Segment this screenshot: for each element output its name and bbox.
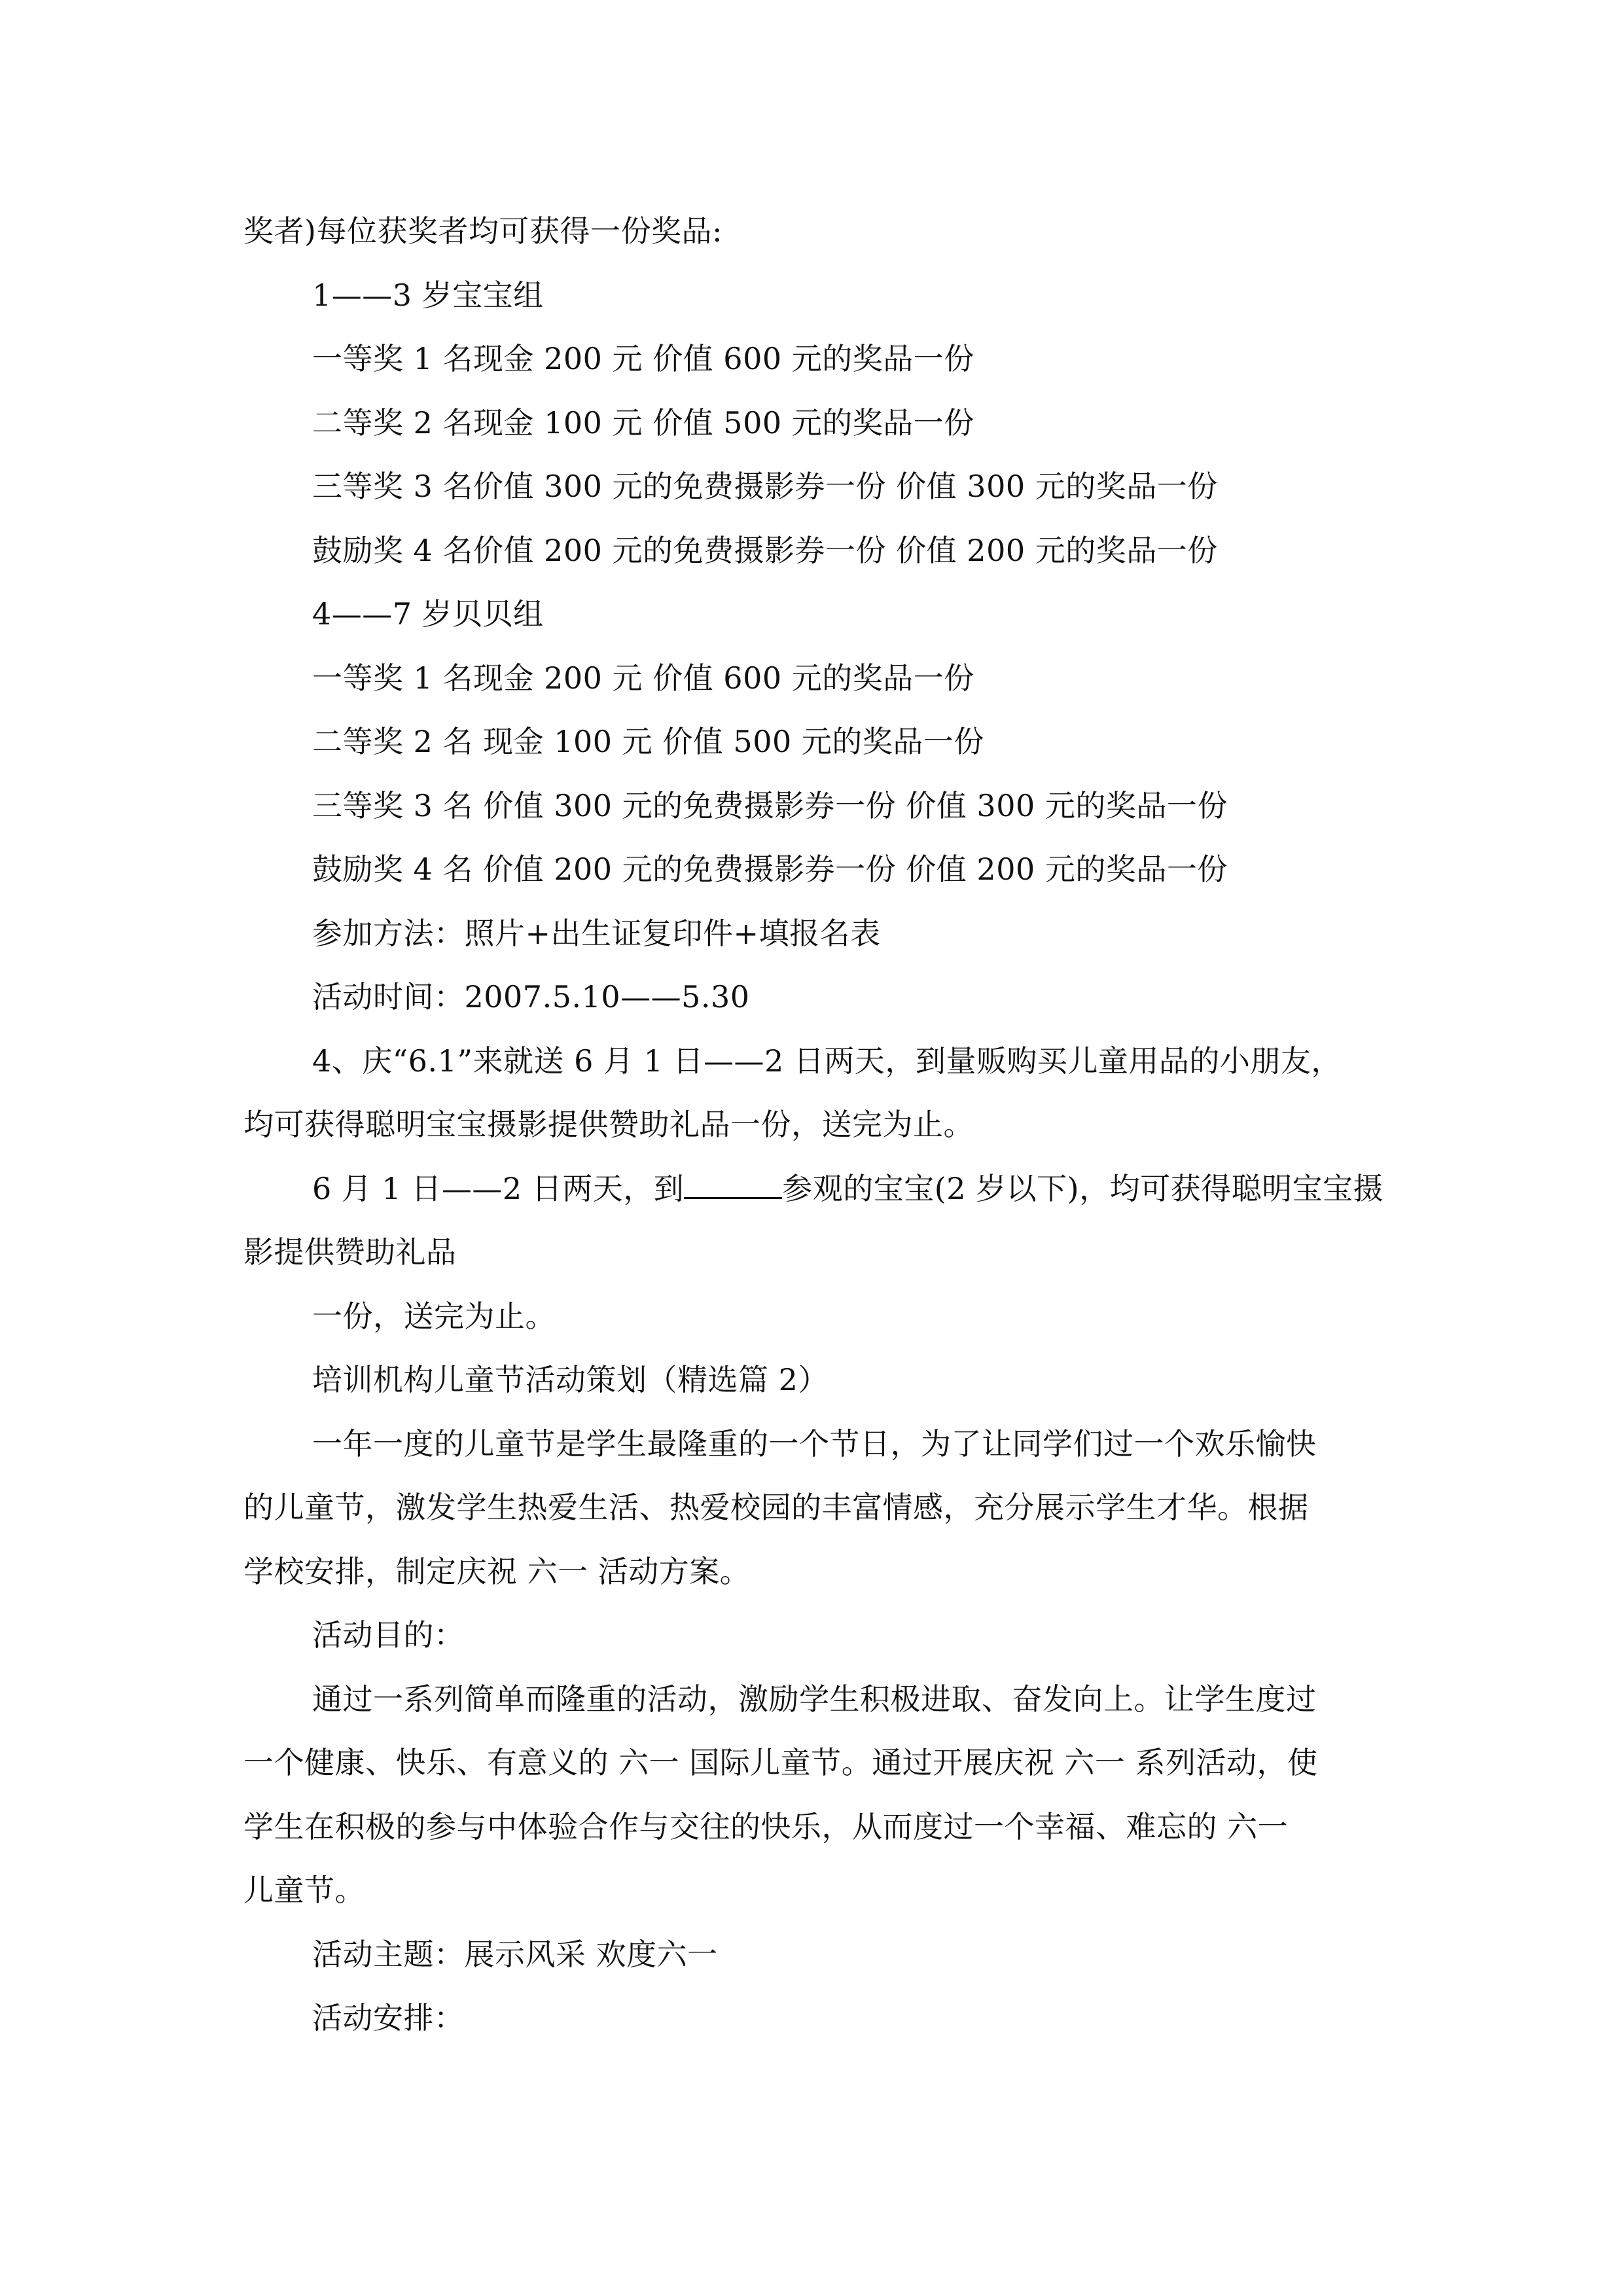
text-line-20: 一年一度的儿童节是学生最隆重的一个节日，为了让同学们过一个欢乐愉快 <box>312 1426 1317 1462</box>
text-line-11: 鼓励奖 4 名 价值 200 元的免费摄影券一份 价值 200 元的奖品一份 <box>312 852 1228 887</box>
text-line-16-after: 参观的宝宝(2 岁以下)，均可获得聪明宝宝摄 <box>782 1170 1384 1206</box>
text-line-10: 三等奖 3 名 价值 300 元的免费摄影券一份 价值 300 元的奖品一份 <box>312 787 1228 823</box>
text-line-15: 均可获得聪明宝宝摄影提供赞助礼品一份，送完为止。 <box>243 1107 974 1142</box>
text-line-16 <box>243 1157 1384 1221</box>
text-line-1: 奖者)每位获奖者均可获得一份奖品: <box>243 213 722 249</box>
text-line-4: 二等奖 2 名现金 100 元 价值 500 元的奖品一份 <box>312 404 974 440</box>
text-line-23: 活动目的： <box>312 1617 465 1653</box>
text-line-12: 参加方法：照片+出生证复印件+填报名表 <box>312 915 881 951</box>
text-line-17: 影提供赞助礼品 <box>243 1234 457 1270</box>
document-body <box>243 200 1384 2051</box>
text-line-22: 学校安排，制定庆祝 六一 活动方案。 <box>243 1553 751 1589</box>
text-line-2: 1——3 岁宝宝组 <box>312 277 544 313</box>
text-line-26: 学生在积极的参与中体验合作与交往的快乐，从而度过一个幸福、难忘的 六一 <box>243 1808 1289 1844</box>
text-line-13: 活动时间：2007.5.10——5.30 <box>312 979 750 1014</box>
text-line-21: 的儿童节，激发学生热爱生活、热爱校园的丰富情感，充分展示学生才华。根据 <box>243 1490 1309 1525</box>
text-line-28: 活动主题：展示风采 欢度六一 <box>312 1936 718 1972</box>
text-line-25: 一个健康、快乐、有意义的 六一 国际儿童节。通过开展庆祝 六一 系列活动，使 <box>243 1745 1318 1780</box>
text-line-9: 二等奖 2 名 现金 100 元 价值 500 元的奖品一份 <box>312 724 984 759</box>
text-line-8: 一等奖 1 名现金 200 元 价值 600 元的奖品一份 <box>312 660 974 696</box>
text-line-24: 通过一系列简单而隆重的活动，激励学生积极进取、奋发向上。让学生度过 <box>312 1681 1317 1717</box>
text-line-14: 4、庆“6.1”来就送 6 月 1 日——2 日两天，到量贩购买儿童用品的小朋友， <box>312 1043 1342 1079</box>
text-line-18: 一份，送完为止。 <box>312 1298 556 1334</box>
text-line-29: 活动安排： <box>312 2000 465 2036</box>
text-line-6: 鼓励奖 4 名价值 200 元的免费摄影券一份 价值 200 元的奖品一份 <box>312 532 1218 568</box>
text-line-27: 儿童节。 <box>243 1873 365 1908</box>
text-line-7: 4——7 岁贝贝组 <box>312 596 544 632</box>
text-line-5: 三等奖 3 名价值 300 元的免费摄影券一份 价值 300 元的奖品一份 <box>312 469 1218 504</box>
section-heading: 培训机构儿童节活动策划（精选篇 2） <box>312 1362 829 1397</box>
text-line-3: 一等奖 1 名现金 200 元 价值 600 元的奖品一份 <box>312 341 974 376</box>
fill-in-blank <box>684 1171 782 1199</box>
text-line-16-before: 6 月 1 日——2 日两天，到 <box>312 1170 685 1206</box>
